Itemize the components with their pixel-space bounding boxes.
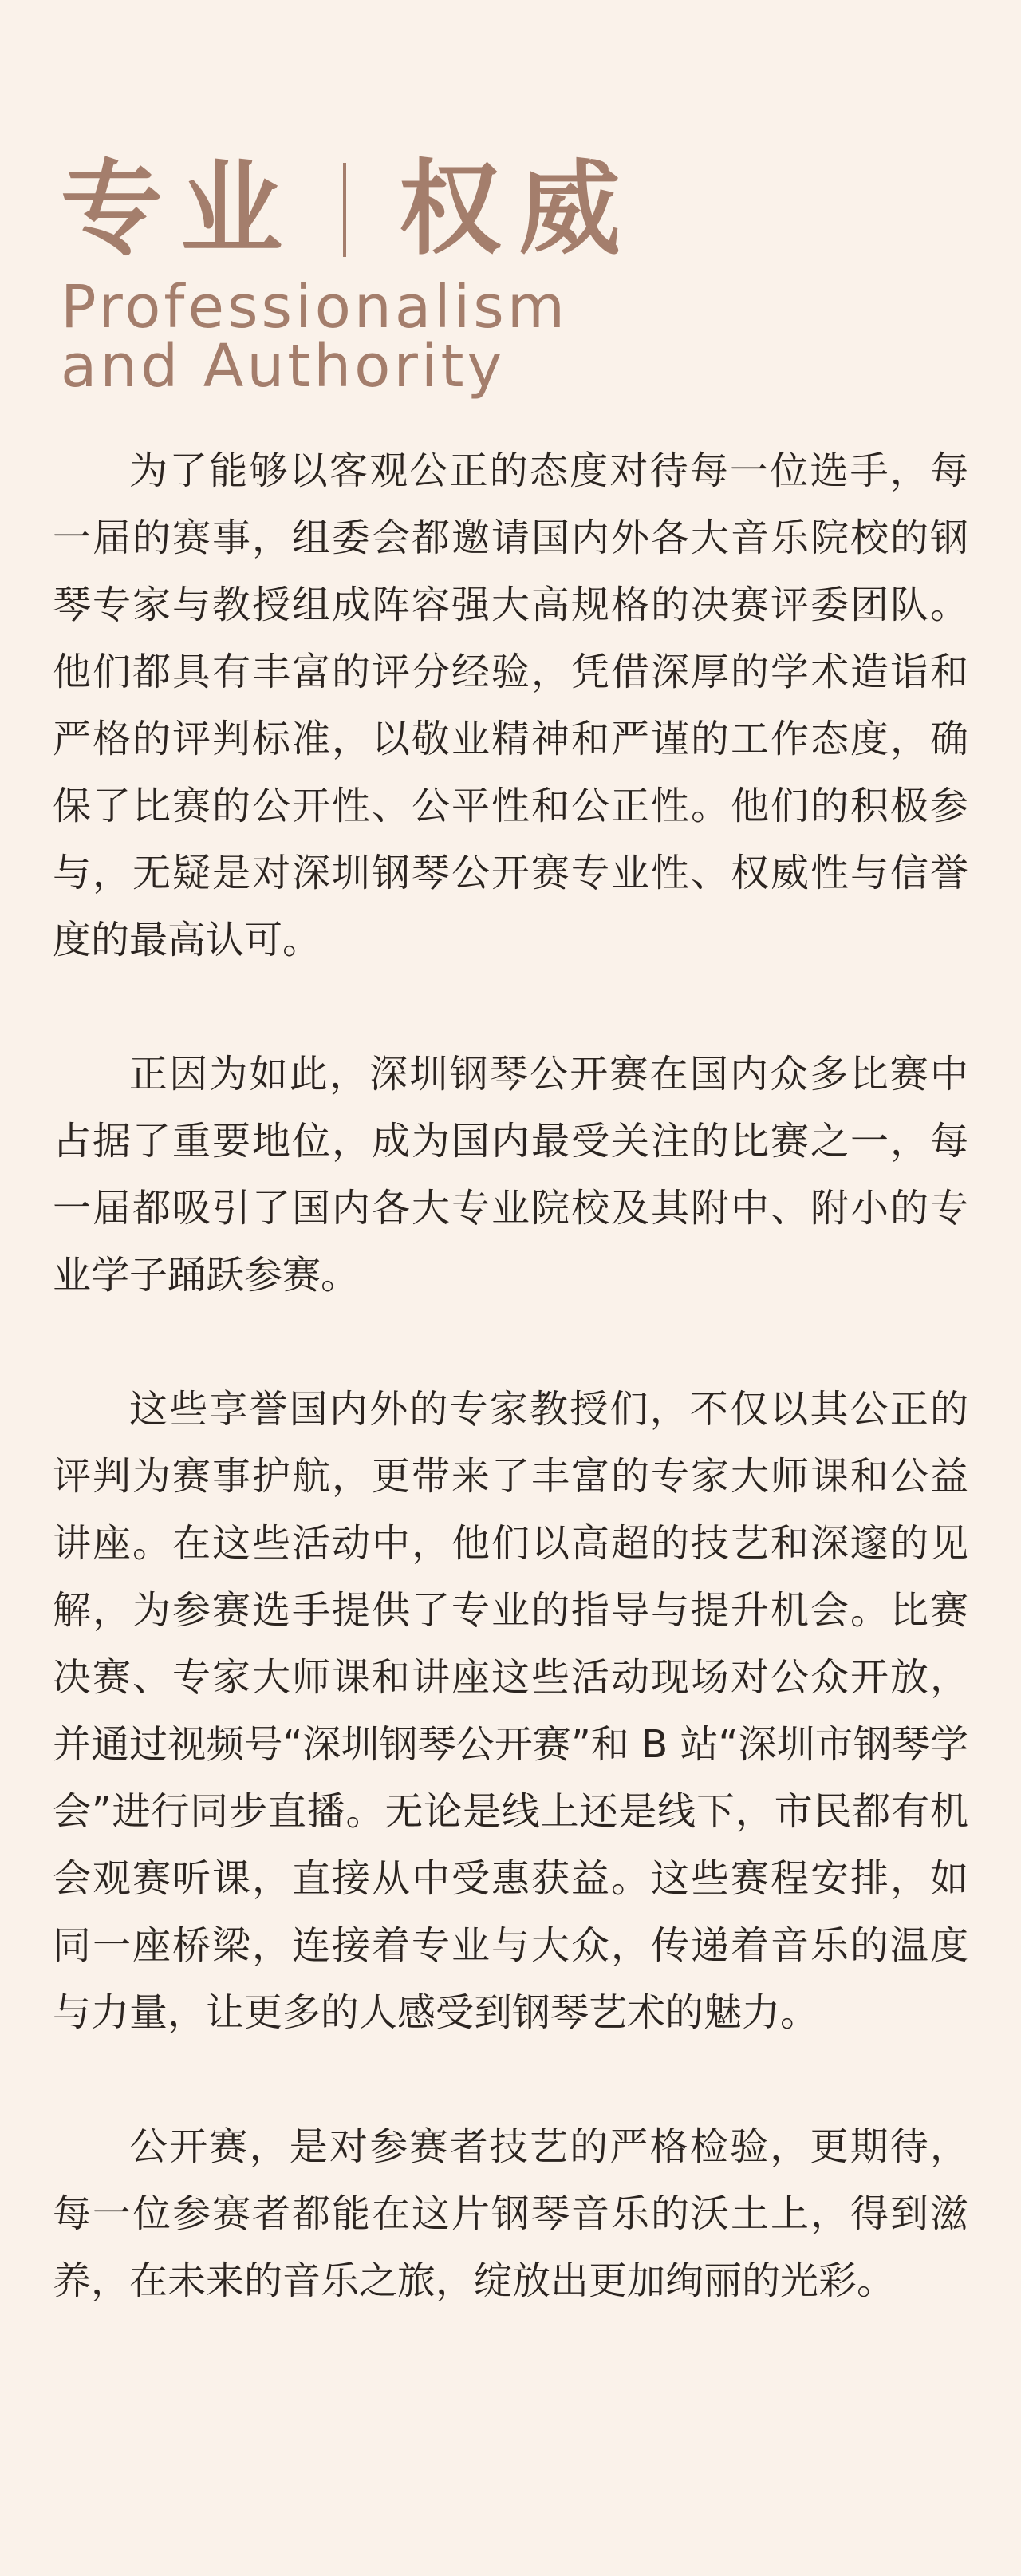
english-subtitle-line-1: Professionalism	[61, 273, 568, 342]
title-professional: 专业	[61, 150, 301, 269]
paragraph-1: 为了能够以客观公正的态度对待每一位选手，每一届的赛事，组委会都邀请国内外各大音乐院校的钢琴专家与教授组成阵容强大高规格的决赛评委团队。他们都具有丰富的评分经验，凭借深厚的学术造诣和严格的评判标准，以敬业精神和严谨的工作态度，确保了比赛的公开性、公平性和公正性。他们的积极参与，无疑是对深圳钢琴公开赛专业性、权威性与信誉度的最高认可。	[53, 448, 968, 962]
english-subtitle	[61, 273, 638, 401]
page-title	[61, 150, 638, 270]
paragraph-4: 公开赛，是对参赛者技艺的严格检验，更期待，每一位参赛者都能在这片钢琴音乐的沃土上，得到滋养，在未来的音乐之旅，绽放出更加绚丽的光彩。	[53, 2124, 968, 2303]
header	[61, 150, 639, 401]
paragraph-3: 这些享誉国内外的专家教授们，不仅以其公正的评判为赛事护航，更带来了丰富的专家大师课和公益讲座。在这些活动中，他们以高超的技艺和深邃的见解，为参赛选手提供了专业的指导与提升机会。比赛决赛、专家大师课和讲座这些活动现场对公众开放，并通过视频号“深圳钢琴公开赛”和 B 站“深圳市钢琴学会”进行同步直播。无论是线上还是线下，市民都有机会观赛听课，直接从中受惠获益。这些赛程安排，如同一座桥梁，连接着专业与大众，传递着音乐的温度与力量，让更多的人感受到钢琴艺术的魅力。	[53, 1387, 968, 2035]
english-subtitle-line-2: and Authority	[61, 332, 506, 401]
paragraph-2: 正因为如此，深圳钢琴公开赛在国内众多比赛中占据了重要地位，成为国内最受关注的比赛之一，每一届都吸引了国内各大专业院校及其附中、附小的专业学子踊跃参赛。	[53, 1052, 968, 1298]
title-divider	[343, 163, 346, 257]
title-authority: 权威	[399, 150, 639, 269]
article-body	[53, 437, 968, 2314]
